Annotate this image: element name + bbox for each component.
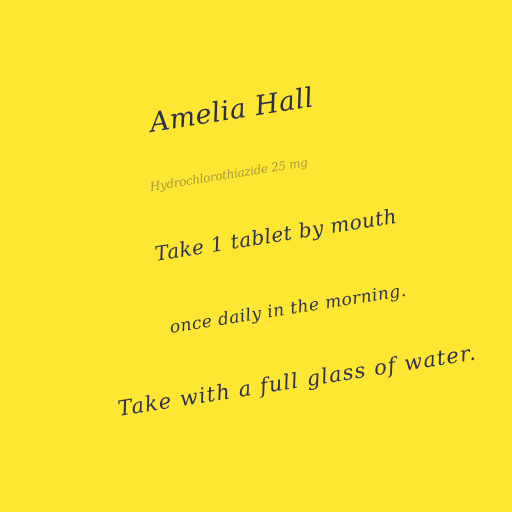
- direction-line-3: Take with a full glass of water.: [116, 340, 479, 421]
- direction-line-2: once daily in the morning.: [168, 280, 408, 338]
- patient-name: Amelia Hall: [147, 82, 316, 139]
- direction-line-1: Take 1 tablet by mouth: [153, 203, 399, 266]
- medication-name: Hydrochlorothiazide 25 mg: [148, 155, 309, 194]
